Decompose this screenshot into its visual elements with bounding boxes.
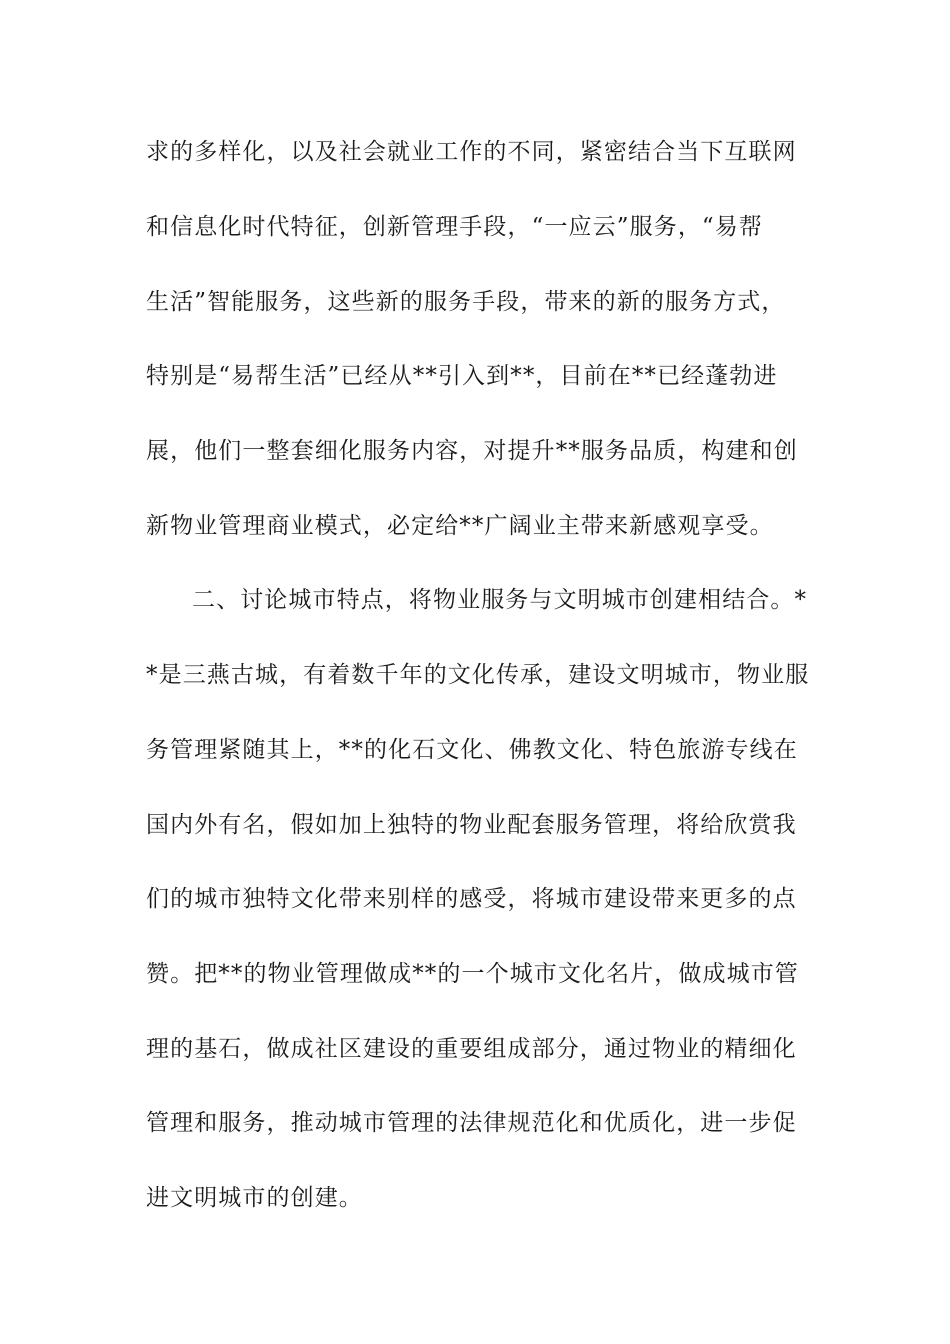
text-line-6: 新物业管理商业模式，必定给**广阔业主带来新感观享受。	[146, 513, 774, 539]
text-line-5: 展，他们一整套细化服务内容，对提升**服务品质，构建和创	[146, 438, 798, 464]
text-line-9: 务管理紧随其上，**的化石文化、佛教文化、特色旅游专线在	[146, 737, 798, 763]
text-line-3: 生活”智能服务，这些新的服务手段，带来的新的服务方式，	[146, 289, 786, 315]
text-line-4: 特别是“易帮生活”已经从**引入到**，目前在**已经蓬勃进	[146, 363, 778, 389]
text-line-12: 赞。把**的物业管理做成**的一个城市文化名片，做成城市管	[146, 961, 799, 987]
text-line-14: 管理和服务，推动城市管理的法律规范化和优质化，进一步促	[146, 1110, 797, 1136]
text-line-15: 进文明城市的创建。	[146, 1185, 363, 1211]
section-heading-line: 二、讨论城市特点，将物业服务与文明城市创建相结合。*	[192, 587, 808, 613]
text-line-11: 们的城市独特文化带来别样的感受，将城市建设带来更多的点	[146, 886, 797, 912]
text-line-8: *是三燕古城，有着数千年的文化传承，建设文明城市，物业服	[146, 662, 810, 688]
text-line-2: 和信息化时代特征，创新管理手段，“一应云”服务，“易帮	[146, 214, 763, 240]
text-line-10: 国内外有名，假如加上独特的物业配套服务管理，将给欣赏我	[146, 812, 797, 838]
text-line-1: 求的多样化，以及社会就业工作的不同，紧密结合当下互联网	[146, 139, 797, 165]
text-line-13: 理的基石，做成社区建设的重要组成部分，通过物业的精细化	[146, 1036, 797, 1062]
